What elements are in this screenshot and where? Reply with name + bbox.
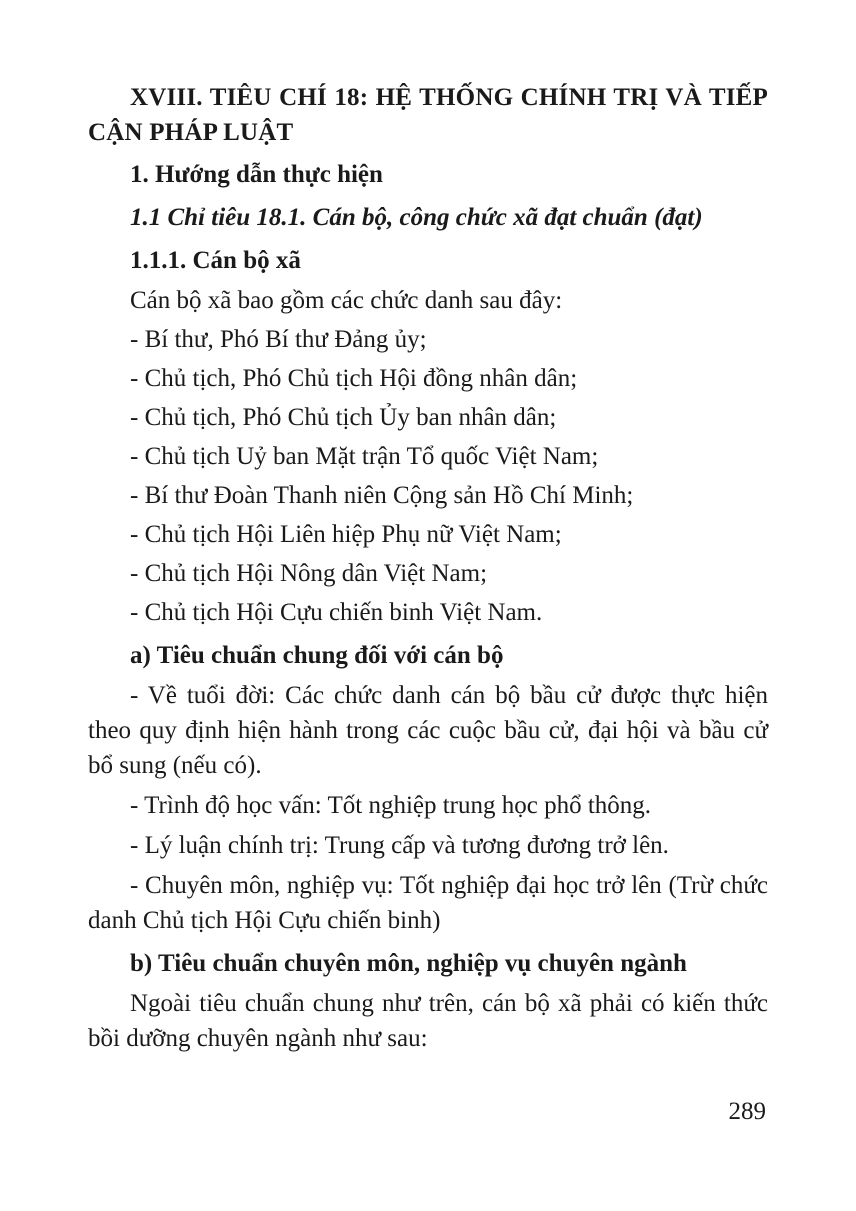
intro-text: Cán bộ xã bao gồm các chức danh sau đây: [130,287,563,314]
list-item: - Bí thư, Phó Bí thư Đảng ủy; [130,326,427,353]
specialized-standards-text: Ngoài tiêu chuẩn chung như trên, cán bộ xã phải có kiến thức bồi dưỡng chuyên ngành như sau: [88,990,768,1052]
list-item: - Chủ tịch, Phó Chủ tịch Hội đồng nhân dân; [130,365,578,392]
list-item: - Chủ tịch Hội Liên hiệp Phụ nữ Việt Nam; [130,521,562,548]
standard-age: - Về tuổi đời: Các chức danh cán bộ bầu cử được thực hiện theo quy định hiện hành trong các cuộc bầu cử, đại hội và bầu cử bổ sung (nếu có). [88,682,768,779]
positions-list [88,322,768,630]
standard-political-theory: - Lý luận chính trị: Trung cấp và tương đương trở lên. [130,832,669,859]
list-item: - Chủ tịch Uỷ ban Mặt trận Tổ quốc Việt Nam; [130,443,599,470]
page-number: 289 [728,1098,766,1125]
document-page [88,80,768,1056]
list-item: - Bí thư Đoàn Thanh niên Cộng sản Hồ Chí Minh; [130,482,634,509]
indicator-heading: 1.1 Chỉ tiêu 18.1. Cán bộ, công chức xã đạt chuẩn (đạt) [130,204,703,231]
chapter-title: XVIII. TIÊU CHÍ 18: HỆ THỐNG CHÍNH TRỊ VÀ TIẾP CẬN PHÁP LUẬT [88,84,768,146]
list-item: - Chủ tịch Hội Nông dân Việt Nam; [130,560,488,587]
general-standards-heading: a) Tiêu chuẩn chung đối với cán bộ [130,642,504,669]
list-item: - Chủ tịch Hội Cựu chiến binh Việt Nam. [130,599,543,626]
specialized-standards-heading: b) Tiêu chuẩn chuyên môn, nghiệp vụ chuyên ngành [130,950,687,977]
list-item: - Chủ tịch, Phó Chủ tịch Ủy ban nhân dân; [130,404,557,431]
standard-professional: - Chuyên môn, nghiệp vụ: Tốt nghiệp đại học trở lên (Trừ chức danh Chủ tịch Hội Cựu chiến binh) [88,872,768,934]
standard-education: - Trình độ học vấn: Tốt nghiệp trung học phổ thông. [130,792,652,819]
subsection-heading: 1.1.1. Cán bộ xã [130,247,301,274]
section-heading: 1. Hướng dẫn thực hiện [130,161,383,188]
